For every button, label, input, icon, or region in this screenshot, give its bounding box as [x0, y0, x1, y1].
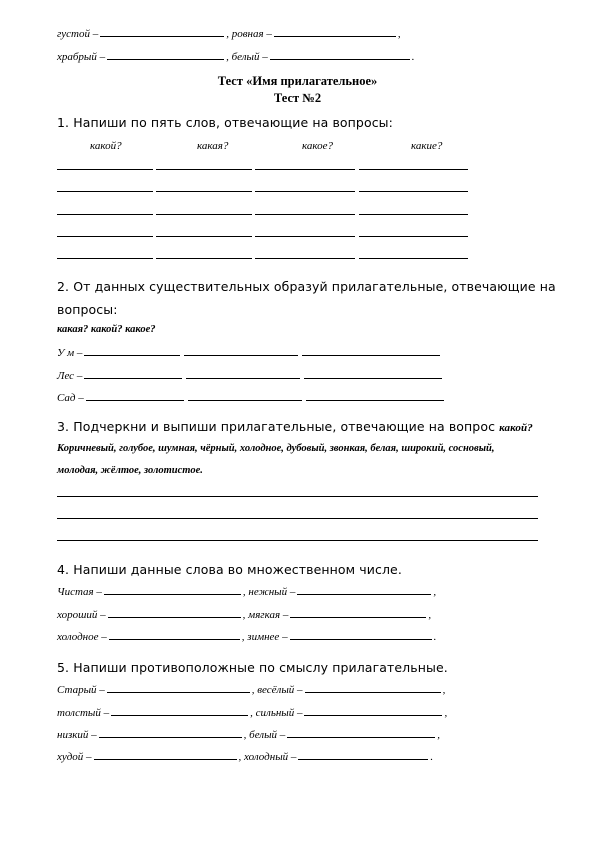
- test-title: Тест «Имя прилагательное»: [217, 74, 378, 88]
- word-nezhny: , нежный –: [242, 586, 296, 598]
- word-stary: Старый –: [57, 684, 105, 696]
- answer-blank[interactable]: [297, 584, 431, 595]
- punct: .: [411, 51, 415, 63]
- answer-blank[interactable]: [86, 390, 184, 401]
- answer-blank[interactable]: [184, 345, 298, 356]
- q2-row-les: [57, 368, 444, 382]
- noun-sad: Сад –: [57, 392, 84, 404]
- answer-blank[interactable]: [109, 629, 240, 640]
- question-5: 5. Напиши противоположные по смыслу прилагательные.: [57, 660, 448, 675]
- answer-blank[interactable]: [107, 49, 224, 60]
- question-4: 4. Напиши данные слова во множественном числе.: [57, 562, 402, 577]
- answer-line[interactable]: [255, 191, 355, 192]
- q2-row-sad: [57, 390, 446, 404]
- word-nizky: низкий –: [57, 729, 97, 741]
- answer-blank[interactable]: [287, 727, 435, 738]
- answer-line[interactable]: [156, 236, 252, 237]
- answer-line[interactable]: [156, 214, 252, 215]
- answer-line[interactable]: [359, 258, 468, 259]
- punct: .: [433, 631, 437, 643]
- punct: ,: [442, 684, 446, 696]
- column-kakie: какие?: [411, 140, 443, 152]
- word-myagkaya: , мягкая –: [242, 609, 289, 621]
- q4-row-1: [57, 584, 436, 598]
- answer-line[interactable]: [57, 518, 538, 519]
- word-bely: , белый –: [243, 729, 286, 741]
- answer-blank[interactable]: [305, 682, 441, 693]
- noun-les: Лес –: [57, 370, 83, 382]
- word-silny: , сильный –: [250, 707, 303, 719]
- top-line-2: [57, 49, 415, 63]
- answer-blank[interactable]: [298, 749, 428, 760]
- q5-row-4: [57, 749, 433, 763]
- word-gustoy: густой –: [57, 28, 99, 40]
- punct: .: [430, 751, 434, 763]
- answer-line[interactable]: [255, 236, 355, 237]
- question-2-line-2: вопросы:: [57, 302, 118, 317]
- question-2-subtitle: какая? какой? какое?: [57, 324, 156, 335]
- answer-line[interactable]: [57, 496, 538, 497]
- answer-blank[interactable]: [100, 26, 224, 37]
- top-line-1: [57, 26, 401, 40]
- word-khoroshy: хороший –: [57, 609, 106, 621]
- question-3-words-line-2: молодая, жёлтое, золотистое.: [57, 465, 203, 476]
- word-kholodny: , холодный –: [238, 751, 297, 763]
- q5-row-1: [57, 682, 445, 696]
- question-3: [57, 419, 533, 434]
- word-bely: , белый –: [226, 51, 268, 63]
- word-chistaya: Чистая –: [57, 586, 102, 598]
- test-number: Тест №2: [273, 91, 322, 105]
- answer-line[interactable]: [359, 169, 468, 170]
- answer-blank[interactable]: [290, 629, 432, 640]
- answer-line[interactable]: [359, 191, 468, 192]
- question-2-line-1: 2. От данных существительных образуй прилагательные, отвечающие на: [57, 279, 556, 294]
- question-3-kakoy: какой?: [499, 422, 533, 434]
- answer-line[interactable]: [57, 169, 153, 170]
- word-zimnee: , зимнее –: [241, 631, 288, 643]
- answer-line[interactable]: [57, 191, 153, 192]
- punct: ,: [433, 586, 437, 598]
- answer-blank[interactable]: [186, 368, 300, 379]
- answer-blank[interactable]: [188, 390, 302, 401]
- punct: ,: [444, 707, 448, 719]
- column-kakoe: какое?: [302, 140, 333, 152]
- answer-line[interactable]: [255, 258, 355, 259]
- q2-row-um: [57, 345, 442, 359]
- answer-blank[interactable]: [290, 607, 426, 618]
- answer-line[interactable]: [57, 258, 153, 259]
- answer-blank[interactable]: [84, 368, 182, 379]
- word-khrabry: храбрый –: [57, 51, 106, 63]
- punct: ,: [428, 609, 432, 621]
- answer-blank[interactable]: [306, 390, 444, 401]
- answer-line[interactable]: [156, 191, 252, 192]
- answer-blank[interactable]: [108, 607, 241, 618]
- answer-blank[interactable]: [107, 682, 250, 693]
- column-kakaya: какая?: [197, 140, 229, 152]
- answer-blank[interactable]: [302, 345, 440, 356]
- answer-blank[interactable]: [304, 368, 442, 379]
- answer-blank[interactable]: [94, 749, 237, 760]
- answer-line[interactable]: [255, 169, 355, 170]
- word-kholodnoe: холодное –: [57, 631, 107, 643]
- answer-blank[interactable]: [84, 345, 180, 356]
- punct: ,: [437, 729, 441, 741]
- q5-row-3: [57, 727, 440, 741]
- noun-um: У м –: [57, 347, 83, 359]
- punct: ,: [397, 28, 401, 40]
- answer-blank[interactable]: [111, 705, 248, 716]
- q4-row-2: [57, 607, 431, 621]
- answer-line[interactable]: [57, 214, 153, 215]
- word-rovnaya: , ровная –: [226, 28, 272, 40]
- answer-blank[interactable]: [274, 26, 396, 37]
- question-3-text: 3. Подчеркни и выпиши прилагательные, отвечающие на вопрос: [57, 419, 496, 434]
- answer-blank[interactable]: [104, 584, 241, 595]
- answer-line[interactable]: [156, 258, 252, 259]
- answer-blank[interactable]: [99, 727, 242, 738]
- answer-line[interactable]: [57, 236, 153, 237]
- answer-line[interactable]: [359, 214, 468, 215]
- answer-line[interactable]: [359, 236, 468, 237]
- answer-line[interactable]: [156, 169, 252, 170]
- answer-line[interactable]: [255, 214, 355, 215]
- q5-row-2: [57, 705, 447, 719]
- question-3-words-line-1: Коричневый, голубое, шумная, чёрный, холодное, дубовый, звонкая, белая, широкий, сосновый,: [57, 443, 495, 454]
- column-kakoy: какой?: [90, 140, 122, 152]
- q4-row-3: [57, 629, 436, 643]
- answer-line[interactable]: [57, 540, 538, 541]
- answer-blank[interactable]: [304, 705, 442, 716]
- question-1: 1. Напиши по пять слов, отвечающие на вопросы:: [57, 115, 393, 130]
- answer-blank[interactable]: [270, 49, 410, 60]
- word-tolsty: толстый –: [57, 707, 110, 719]
- word-khudoy: худой –: [57, 751, 92, 763]
- word-vesely: , весёлый –: [251, 684, 303, 696]
